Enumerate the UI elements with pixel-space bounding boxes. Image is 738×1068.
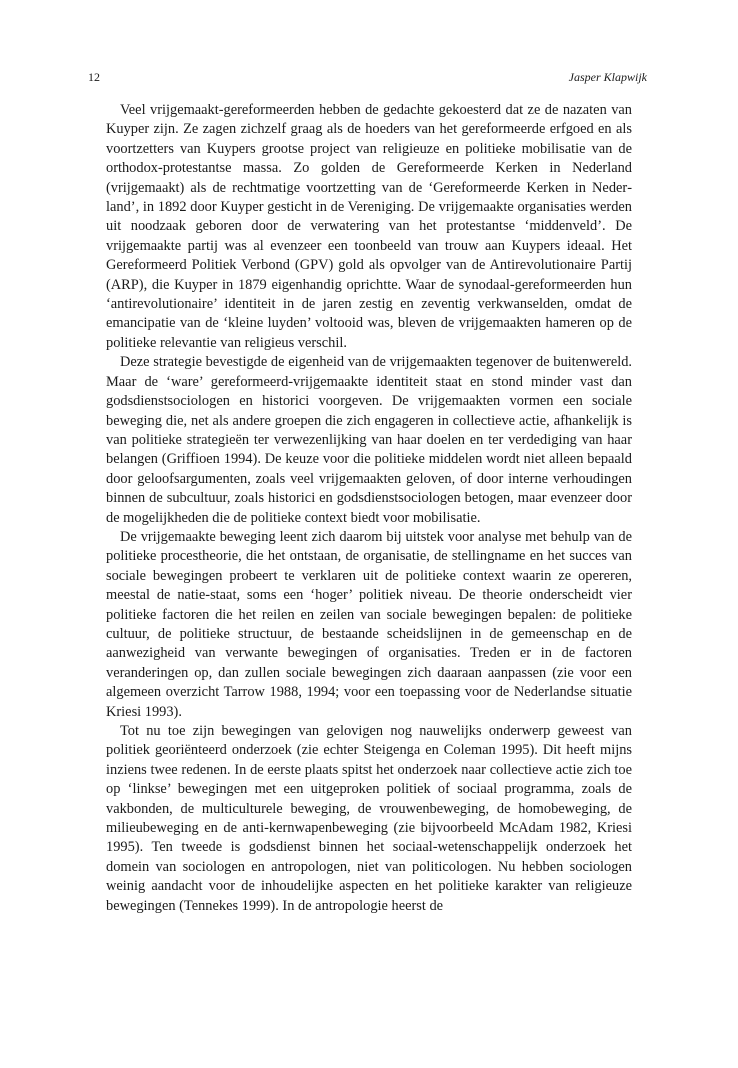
paragraph: Veel vrijgemaakt-gereformeerden hebben de gedachte gekoesterd dat ze de nazaten van Kuyper zijn. Ze zagen zichzelf graag als de hoeders van het gereformeerde erfgoed en als voortzetters van Kuypers grootse project van religieuze en politieke mobilisatie van de orthodox-protestantse massa. Zo golden de Gereformeerde Kerken in Nederland (vrijgemaakt) als de rechtmatige voortzetting van de ‘Gereformeerde Kerken in Nederland’, in 1892 door Kuyper gesticht in de Vereniging. De vrijgemaakte organisaties werden uit noodzaak geboren door de verwatering van het protestantse ‘middenveld’. De vrijgemaakte partij was al evenzeer een toonbeeld van trouw aan Kuypers ideaal. Het Gereformeerd Politiek Verbond (GPV) gold als opvolger van de Antirevolutionaire Partij (ARP), die Kuyper in 1879 eigenhandig oprichtte. Waar de synodaal-gereformeerden hun ‘antirevolutionaire’ identiteit in de jaren zestig en zeventig verkwanselden, omdat de emancipatie van de ‘kleine luyden’ voltooid was, bleven de vrijgemaakten hameren op de politieke relevantie van religieus verschil. [106, 102, 632, 351]
running-head-author: Jasper Klapwijk [568, 70, 647, 84]
paragraph: Deze strategie bevestigde de eigenheid van de vrijgemaakten tegenover de buitenwereld. Maar de ‘ware’ gereformeerd-vrijgemaakte identiteit staat en stond minder vast dan godsdienstsociologen en historici voorgeven. De vrijgemaakten vormen een sociale beweging die, net als andere groepen die zich engageren in collectieve actie, afhankelijk is van politieke strategieën ter verwezenlijking van haar doelen en ter verdediging van haar belangen (Griffioen 1994). De keuze voor die politieke middelen wordt niet alleen bepaald door geloofsargumenten, zoals veel vrijgemaakten geloven, of door interne verhoudingen binnen de subcultuur, zoals historici en godsdienstsociologen betogen, maar evenzeer door de mogelijkheden die de politieke context biedt voor mobilisatie. [106, 354, 632, 526]
body-text [106, 101, 632, 916]
paragraph: De vrijgemaakte beweging leent zich daarom bij uitstek voor analyse met behulp van de politieke procestheorie, die het ontstaan, de organisatie, de stellingname en het succes van sociale bewegingen probeert te verklaren uit de politieke context waarin ze opereren, meestal de natie-staat, soms een ‘hoger’ politiek niveau. De theorie onderscheidt vier politieke factoren die het reilen en zeilen van sociale bewegingen bepalen: de politieke cultuur, de politieke structuur, de bestaande scheidslijnen in de gemeenschap en de aanwezigheid van verwante bewegingen of organisaties. Treden er in de factoren veranderingen op, dan zullen sociale bewegingen zich daaraan aanpassen (zie voor een algemeen overzicht Tarrow 1988, 1994; voor een toepassing voor de Nederlandse situatie Kriesi 1993). [106, 528, 632, 720]
paragraph: Tot nu toe zijn bewegingen van gelovigen nog nauwelijks onderwerp geweest van politiek georiënteerd onderzoek (zie echter Steigenga en Coleman 1995). Dit heeft mijns inziens twee redenen. In de eerste plaats spitst het onderzoek naar collectieve actie zich toe op ‘linkse’ bewegingen met een uitgeproken politiek of sociaal programma, zoals de vakbonden, de multiculturele beweging, de vrouwenbeweging, de homobeweging, de milieubeweging en de anti-kernwapenbeweging (zie bijvoorbeeld McAdam 1982, Kriesi 1995). Ten tweede is godsdienst binnen het sociaal-wetenschappelijk onderzoek het domein van sociologen en antropologen, niet van politicologen. Nu hebben sociologen weinig aandacht voor de inhoudelijke aspecten en het politieke karakter van religieuze bewegingen (Tennekes 1999). In de antropologie heerst de [106, 723, 632, 914]
page-number: 12 [88, 70, 100, 84]
